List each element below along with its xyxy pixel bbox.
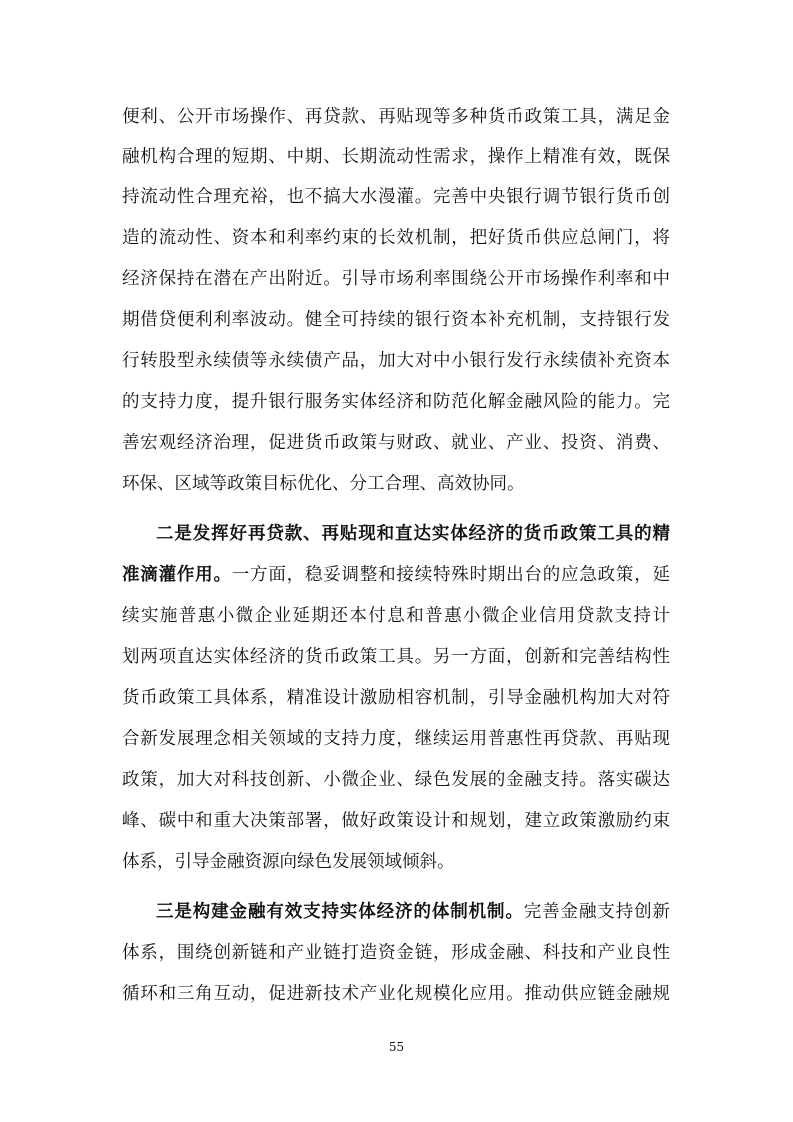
paragraph-3-line: 体系，围绕创新链和产业链打造资金链，形成金融、科技和产业良性 bbox=[122, 943, 670, 963]
paragraph-2-heading: 二是发挥好再贷款、再贴现和直达实体经济的货币政策工具的精 bbox=[156, 524, 670, 544]
paragraph-1-line: 行转股型永续债等永续债产品，加大对中小银行发行永续债补充资本 bbox=[122, 351, 670, 371]
paragraph-1-line: 持流动性合理充裕，也不搞大水漫灌。完善中央银行调节银行货币创 bbox=[122, 187, 670, 207]
page-number: 55 bbox=[388, 1040, 405, 1054]
paragraph-1-line: 的支持力度，提升银行服务实体经济和防范化解金融风险的能力。完 bbox=[122, 392, 670, 412]
paragraph-3-line bbox=[156, 899, 670, 925]
paragraph-1-line: 经济保持在潜在产出附近。引导市场利率围绕公开市场操作利率和中 bbox=[122, 269, 670, 289]
paragraph-2-line: 货币政策工具体系，精准设计激励相容机制，引导金融机构加大对符 bbox=[122, 688, 670, 708]
paragraph-3-line: 循环和三角互动，促进新技术产业化规模化应用。推动供应链金融规 bbox=[122, 984, 670, 1004]
paragraph-2-line: 划两项直达实体经济的货币政策工具。另一方面，创新和完善结构性 bbox=[122, 647, 670, 667]
paragraph-2-text: 一方面，稳妥调整和接续特殊时期出台的应急政策，延 bbox=[231, 565, 670, 585]
paragraph-2-heading-end: 准滴灌作用。 bbox=[122, 565, 232, 585]
paragraph-1-line: 期借贷便利利率波动。健全可持续的银行资本补充机制，支持银行发 bbox=[122, 310, 670, 330]
paragraph-2-line: 政策，加大对科技创新、小微企业、绿色发展的金融支持。落实碳达 bbox=[122, 770, 670, 790]
paragraph-3-text: 完善金融支持创新 bbox=[523, 902, 670, 922]
paragraph-2-line: 体系，引导金融资源向绿色发展领域倾斜。 bbox=[122, 852, 455, 872]
paragraph-1-line: 环保、区域等政策目标优化、分工合理、高效协同。 bbox=[122, 474, 525, 494]
paragraph-2-line: 峰、碳中和重大决策部署，做好政策设计和规划，建立政策激励约束 bbox=[122, 811, 670, 831]
paragraph-2-line: 合新发展理念相关领域的支持力度，继续运用普惠性再贷款、再贴现 bbox=[122, 729, 670, 749]
paragraph-1-line: 融机构合理的短期、中期、长期流动性需求，操作上精准有效，既保 bbox=[122, 147, 670, 167]
paragraph-1-line: 善宏观经济治理，促进货币政策与财政、就业、产业、投资、消费、 bbox=[122, 433, 670, 453]
paragraph-3-heading: 三是构建金融有效支持实体经济的体制机制。 bbox=[156, 902, 524, 922]
paragraph-2-line bbox=[122, 562, 670, 588]
paragraph-1-line: 便利、公开市场操作、再贷款、再贴现等多种货币政策工具，满足金 bbox=[122, 107, 670, 127]
paragraph-1-line: 造的流动性、资本和利率约束的长效机制，把好货币供应总闸门，将 bbox=[122, 228, 670, 248]
paragraph-2-line: 续实施普惠小微企业延期还本付息和普惠小微企业信用贷款支持计 bbox=[122, 606, 670, 626]
